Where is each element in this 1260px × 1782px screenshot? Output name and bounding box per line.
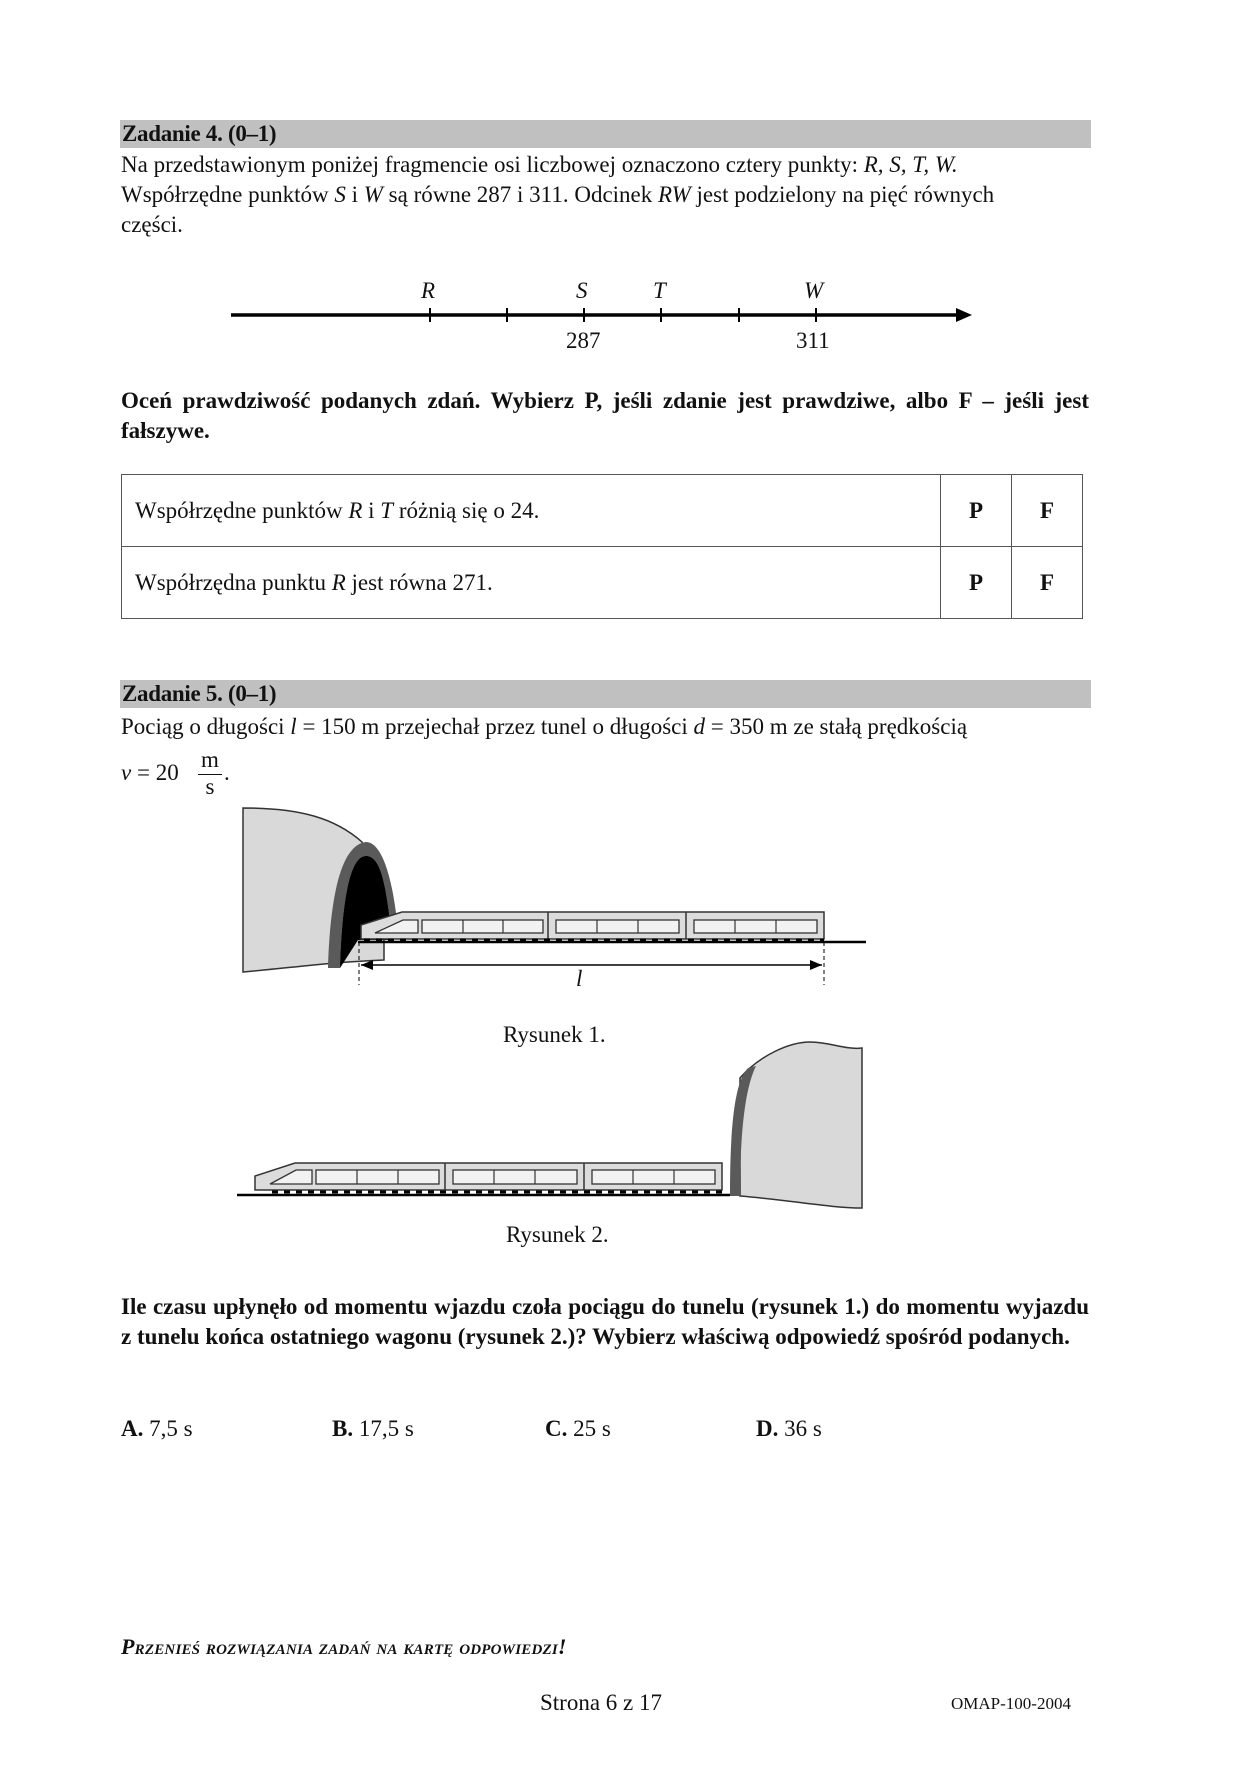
statement-1: Współrzędne punktów R i T różnią się o 24. xyxy=(122,475,941,547)
answer-option-d[interactable]: D. 36 s xyxy=(756,1416,822,1441)
point-label-T: T xyxy=(653,278,666,303)
velocity-unit-fraction: m s xyxy=(198,748,222,799)
statement-2: Współrzędna punktu R jest równa 271. xyxy=(122,547,941,619)
answer-option-c[interactable]: C. 25 s xyxy=(545,1416,611,1441)
task5-intro: Pociąg o długości l = 150 m przejechał przez tunel o długości d = 350 m ze stałą prędkością xyxy=(121,714,968,739)
answer-option-a[interactable]: A. 7,5 s xyxy=(121,1416,193,1441)
figure2-caption: Rysunek 2. xyxy=(506,1222,609,1247)
figure1-caption: Rysunek 1. xyxy=(503,1022,606,1047)
task4-intro-line2: Współrzędne punktów S i W są równe 287 i 311. Odcinek RW jest podzielony na pięć równych xyxy=(121,182,995,207)
value-label-W: 311 xyxy=(796,328,830,353)
exam-code: OMAP-100-2004 xyxy=(951,1694,1071,1713)
statement-2-false-option[interactable]: F xyxy=(1012,547,1083,619)
velocity-formula: v = 20 xyxy=(121,760,179,785)
task4-instruction: Oceń prawdziwość podanych zdań. Wybierz P, jeśli zdanie jest prawdziwe, albo F – jeśli jest fałszywe. xyxy=(121,388,1089,443)
task4-title: Zadanie 4. (0–1) xyxy=(122,121,277,146)
task4-intro-line1: Na przedstawionym poniżej fragmencie osi liczbowej oznaczono cztery punkty: R, S, T, W. xyxy=(121,152,958,177)
answer-option-b[interactable]: B. 17,5 s xyxy=(332,1416,414,1441)
page-number: Strona 6 z 17 xyxy=(540,1690,663,1715)
velocity-period: . xyxy=(224,760,230,785)
dimension-label-l: l xyxy=(576,966,583,991)
statement-2-true-option[interactable]: P xyxy=(941,547,1012,619)
statement-1-true-option[interactable]: P xyxy=(941,475,1012,547)
task4-intro-line3: części. xyxy=(121,212,183,237)
value-label-S: 287 xyxy=(566,328,601,353)
point-label-S: S xyxy=(576,278,588,303)
point-label-W: W xyxy=(804,278,824,303)
task5-question: Ile czasu upłynęło od momentu wjazdu czoła pociągu do tunelu (rysunek 1.) do momentu wyjazdu z tunelu końca ostatniego wagonu (rysunek 2.)? Wybierz właściwą odpowiedź spośród podanych. xyxy=(121,1294,1089,1349)
statement-1-false-option[interactable]: F xyxy=(1012,475,1083,547)
point-label-R: R xyxy=(421,278,436,303)
task5-title: Zadanie 5. (0–1) xyxy=(122,681,277,706)
transfer-answers-note: Przenieś rozwiązania zadań na kartę odpowiedzi! xyxy=(121,1634,567,1659)
